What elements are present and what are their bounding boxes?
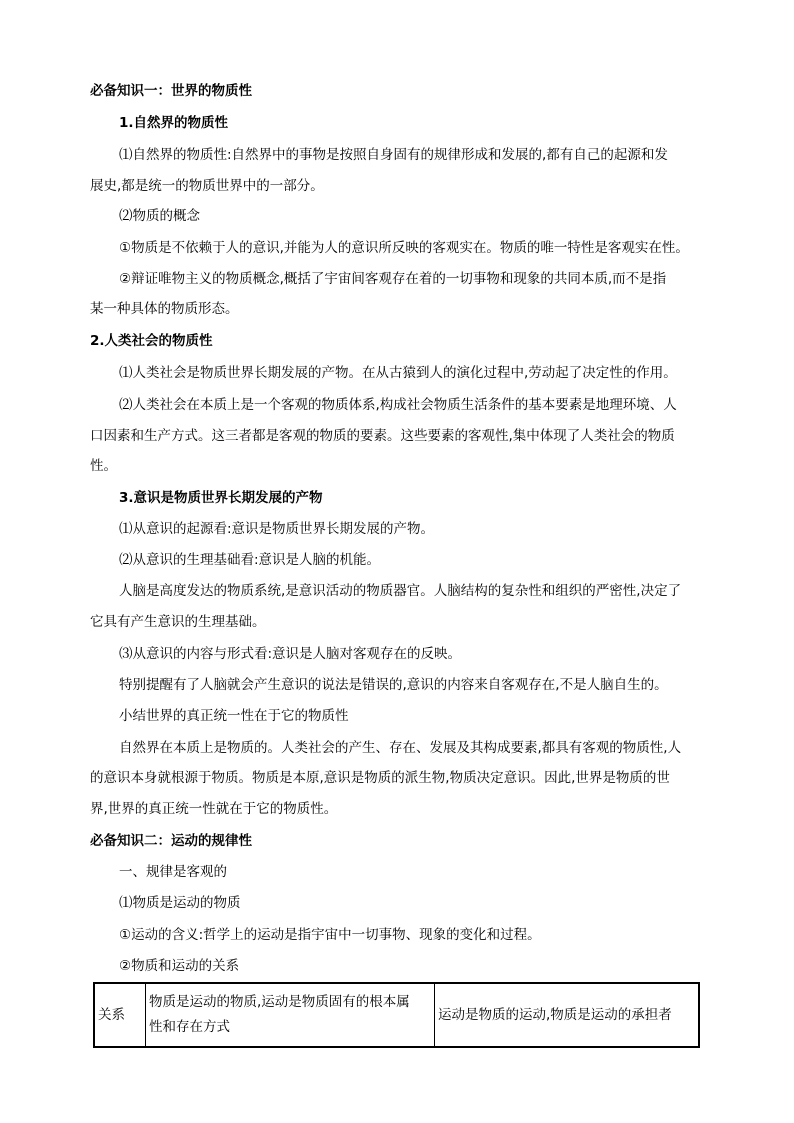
subheading-natural-world: 1.自然界的物质性 bbox=[119, 115, 229, 131]
table-cell-motion: 运动是物质的运动,物质是运动的承担者 bbox=[435, 983, 700, 1047]
paragraph: ⑶从意识的内容与形式看:意识是人脑对客观存在的反映。 bbox=[119, 646, 462, 662]
table-cell-label: 关系 bbox=[94, 983, 146, 1047]
paragraph: 它具有产生意识的生理基础。 bbox=[90, 614, 266, 630]
paragraph: 某一种具体的物质形态。 bbox=[90, 301, 239, 317]
paragraph: ⑴自然界的物质性:自然界中的事物是按照自身固有的规律形成和发展的,都有自己的起源和发 bbox=[119, 147, 668, 163]
relation-table bbox=[93, 982, 700, 1048]
paragraph: 展史,都是统一的物质世界中的一部分。 bbox=[90, 178, 324, 194]
paragraph: 自然界在本质上是物质的。人类社会的产生、存在、发展及其构成要素,都具有客观的物质性,人 bbox=[119, 740, 682, 756]
paragraph: ①运动的含义:哲学上的运动是指宇宙中一切事物、现象的变化和过程。 bbox=[119, 927, 541, 943]
paragraph: ⑵人类社会在本质上是一个客观的物质体系,构成社会物质生活条件的基本要素是地理环境、人 bbox=[119, 397, 677, 413]
subheading-consciousness: 3.意识是物质世界长期发展的产物 bbox=[119, 490, 323, 506]
table-row bbox=[94, 983, 699, 1047]
paragraph: ⑵从意识的生理基础看:意识是人脑的机能。 bbox=[119, 552, 381, 568]
paragraph: 人脑是高度发达的物质系统,是意识活动的物质器官。人脑结构的复杂性和组织的严密性,决定了 bbox=[119, 583, 682, 599]
paragraph: ②物质和运动的关系 bbox=[119, 958, 240, 974]
paragraph: ⑴物质是运动的物质 bbox=[119, 895, 241, 911]
subheading-human-society: 2.人类社会的物质性 bbox=[90, 333, 213, 349]
paragraph: 性。 bbox=[90, 458, 117, 474]
paragraph: ①物质是不依赖于人的意识,并能为人的意识所反映的客观实在。物质的唯一特性是客观实在性。 bbox=[119, 240, 689, 256]
section-heading-1: 必备知识一：世界的物质性 bbox=[90, 83, 252, 99]
special-reminder: 特别提醒有了人脑就会产生意识的说法是错误的,意识的内容来自客观存在,不是人脑自生的。 bbox=[119, 677, 668, 693]
paragraph: ②辩证唯物主义的物质概念,概括了宇宙间客观存在着的一切事物和现象的共同本质,而不是指 bbox=[119, 271, 667, 287]
paragraph: 的意识本身就根源于物质。物质是本原,意识是物质的派生物,物质决定意识。因此,世界是物质的世 bbox=[90, 770, 670, 786]
cell-line: 性和存在方式 bbox=[149, 1019, 230, 1035]
paragraph: 界,世界的真正统一性就在于它的物质性。 bbox=[90, 801, 338, 817]
paragraph: ⑵物质的概念 bbox=[119, 208, 200, 224]
subheading-law-objective: 一、规律是客观的 bbox=[119, 864, 227, 880]
paragraph: 口因素和生产方式。这三者都是客观的物质的要素。这些要素的客观性,集中体现了人类社会的物质 bbox=[90, 428, 675, 444]
cell-line: 物质是运动的物质,运动是物质固有的根本属 bbox=[149, 994, 410, 1010]
paragraph: ⑴人类社会是物质世界长期发展的产物。在从古猿到人的演化过程中,劳动起了决定性的作用。 bbox=[119, 365, 677, 381]
paragraph: ⑴从意识的起源看:意识是物质世界长期发展的产物。 bbox=[119, 521, 435, 537]
table-cell-matter bbox=[146, 983, 435, 1047]
summary-title: 小结世界的真正统一性在于它的物质性 bbox=[119, 708, 349, 724]
section-heading-2: 必备知识二：运动的规律性 bbox=[90, 833, 252, 849]
